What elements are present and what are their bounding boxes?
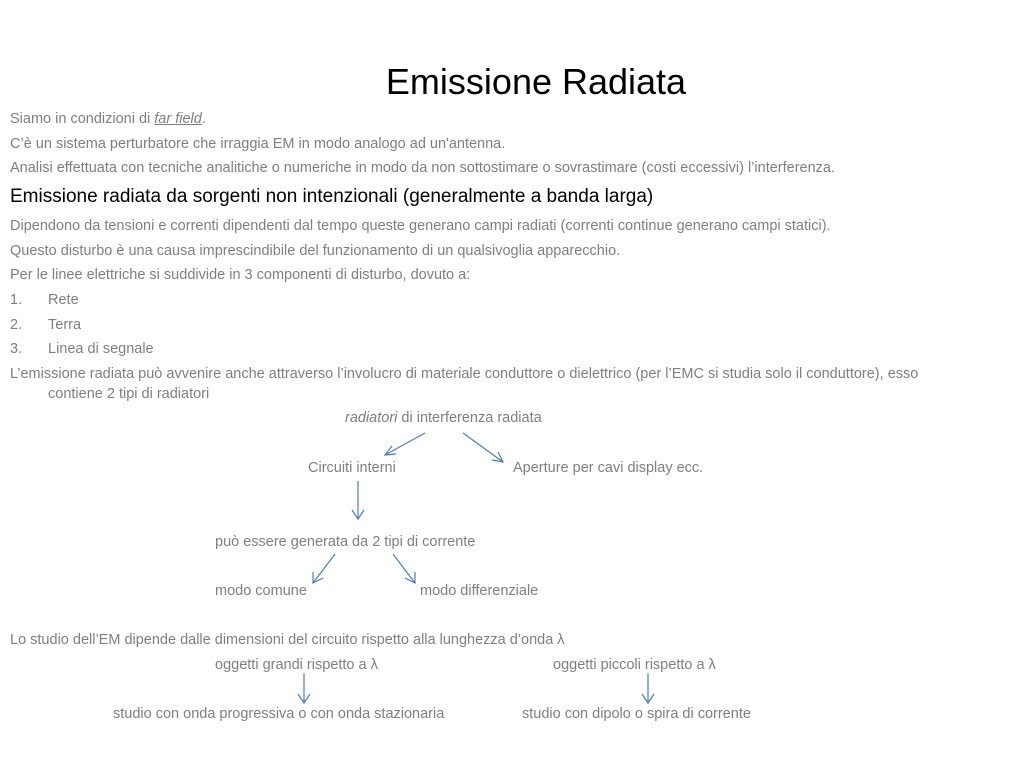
intro-line-3: Analisi effettuata con tecniche analitiche o numeriche in modo da non sottostimare o sovrastimare (costi eccessivi) l’interferenza. [10, 160, 836, 176]
study-line: Lo studio dell’EM dipende dalle dimensioni del circuito rispetto alla lunghezza d’onda λ [10, 632, 565, 648]
arrow-corrente-to-differenziale [393, 554, 415, 583]
body-paragraph-2: Questo disturbo è una causa imprescindibile del funzionamento di un qualsivoglia apparecchio. [10, 243, 621, 259]
diagram-aperture: Aperture per cavi display ecc. [513, 460, 704, 476]
section-heading: Emissione radiata da sorgenti non intenzionali (generalmente a banda larga) [10, 186, 654, 207]
emission-line-2: contiene 2 tipi di radiatori [48, 386, 210, 402]
intro-line-1-suffix: . [201, 111, 206, 127]
body-paragraph-3: Per le linee elettriche si suddivide in 3 componenti di disturbo, dovuto a: [10, 267, 471, 283]
arrow-piccoli-to-dipolo [642, 673, 654, 703]
list-item-number: 1. [10, 292, 23, 308]
list-item-label: Linea di segnale [48, 341, 154, 357]
study-dipolo: studio con dipolo o spira di corrente [522, 706, 751, 722]
list-item-number: 2. [10, 317, 23, 333]
arrow-circuiti-to-corrente [352, 481, 364, 519]
list-item-label: Terra [48, 317, 82, 333]
study-onda: studio con onda progressiva o con onda stazionaria [113, 706, 445, 722]
intro-line-2: C’è un sistema perturbatore che irraggia EM in modo analogo ad un'antenna. [10, 136, 506, 152]
slide-title: Emissione Radiata [385, 61, 687, 102]
arrow-radiatori-to-circuiti [385, 433, 425, 455]
diagram-modo-comune: modo comune [215, 583, 307, 599]
emission-line-1: L’emissione radiata può avvenire anche attraverso l’involucro di materiale conduttore o dielettrico (per l’EMC si studia solo il conduttore), esso [10, 366, 919, 382]
list-item-label: Rete [48, 292, 79, 308]
diagram-modo-differenziale: modo differenziale [420, 583, 539, 599]
arrow-corrente-to-comune [313, 554, 335, 583]
arrow-grandi-to-onda [298, 673, 310, 703]
body-paragraph-1: Dipendono da tensioni e correnti dipendenti dal tempo queste generano campi radiati (correnti continue generano campi statici). [10, 218, 831, 234]
radiatori-rest: di interferenza radiata [397, 410, 542, 426]
far-field-link[interactable]: far field [154, 111, 202, 127]
intro-line-1-prefix: Siamo in condizioni di [10, 111, 155, 127]
study-oggetti-grandi: oggetti grandi rispetto a λ [215, 657, 378, 673]
radiatori-italic: radiatori [345, 410, 398, 426]
diagram-circuiti-interni: Circuiti interni [308, 460, 396, 476]
list-item-number: 3. [10, 341, 23, 357]
arrow-radiatori-to-aperture [463, 433, 503, 462]
diagram-corrente: può essere generata da 2 tipi di corrente [215, 534, 476, 550]
study-oggetti-piccoli: oggetti piccoli rispetto a λ [553, 657, 716, 673]
